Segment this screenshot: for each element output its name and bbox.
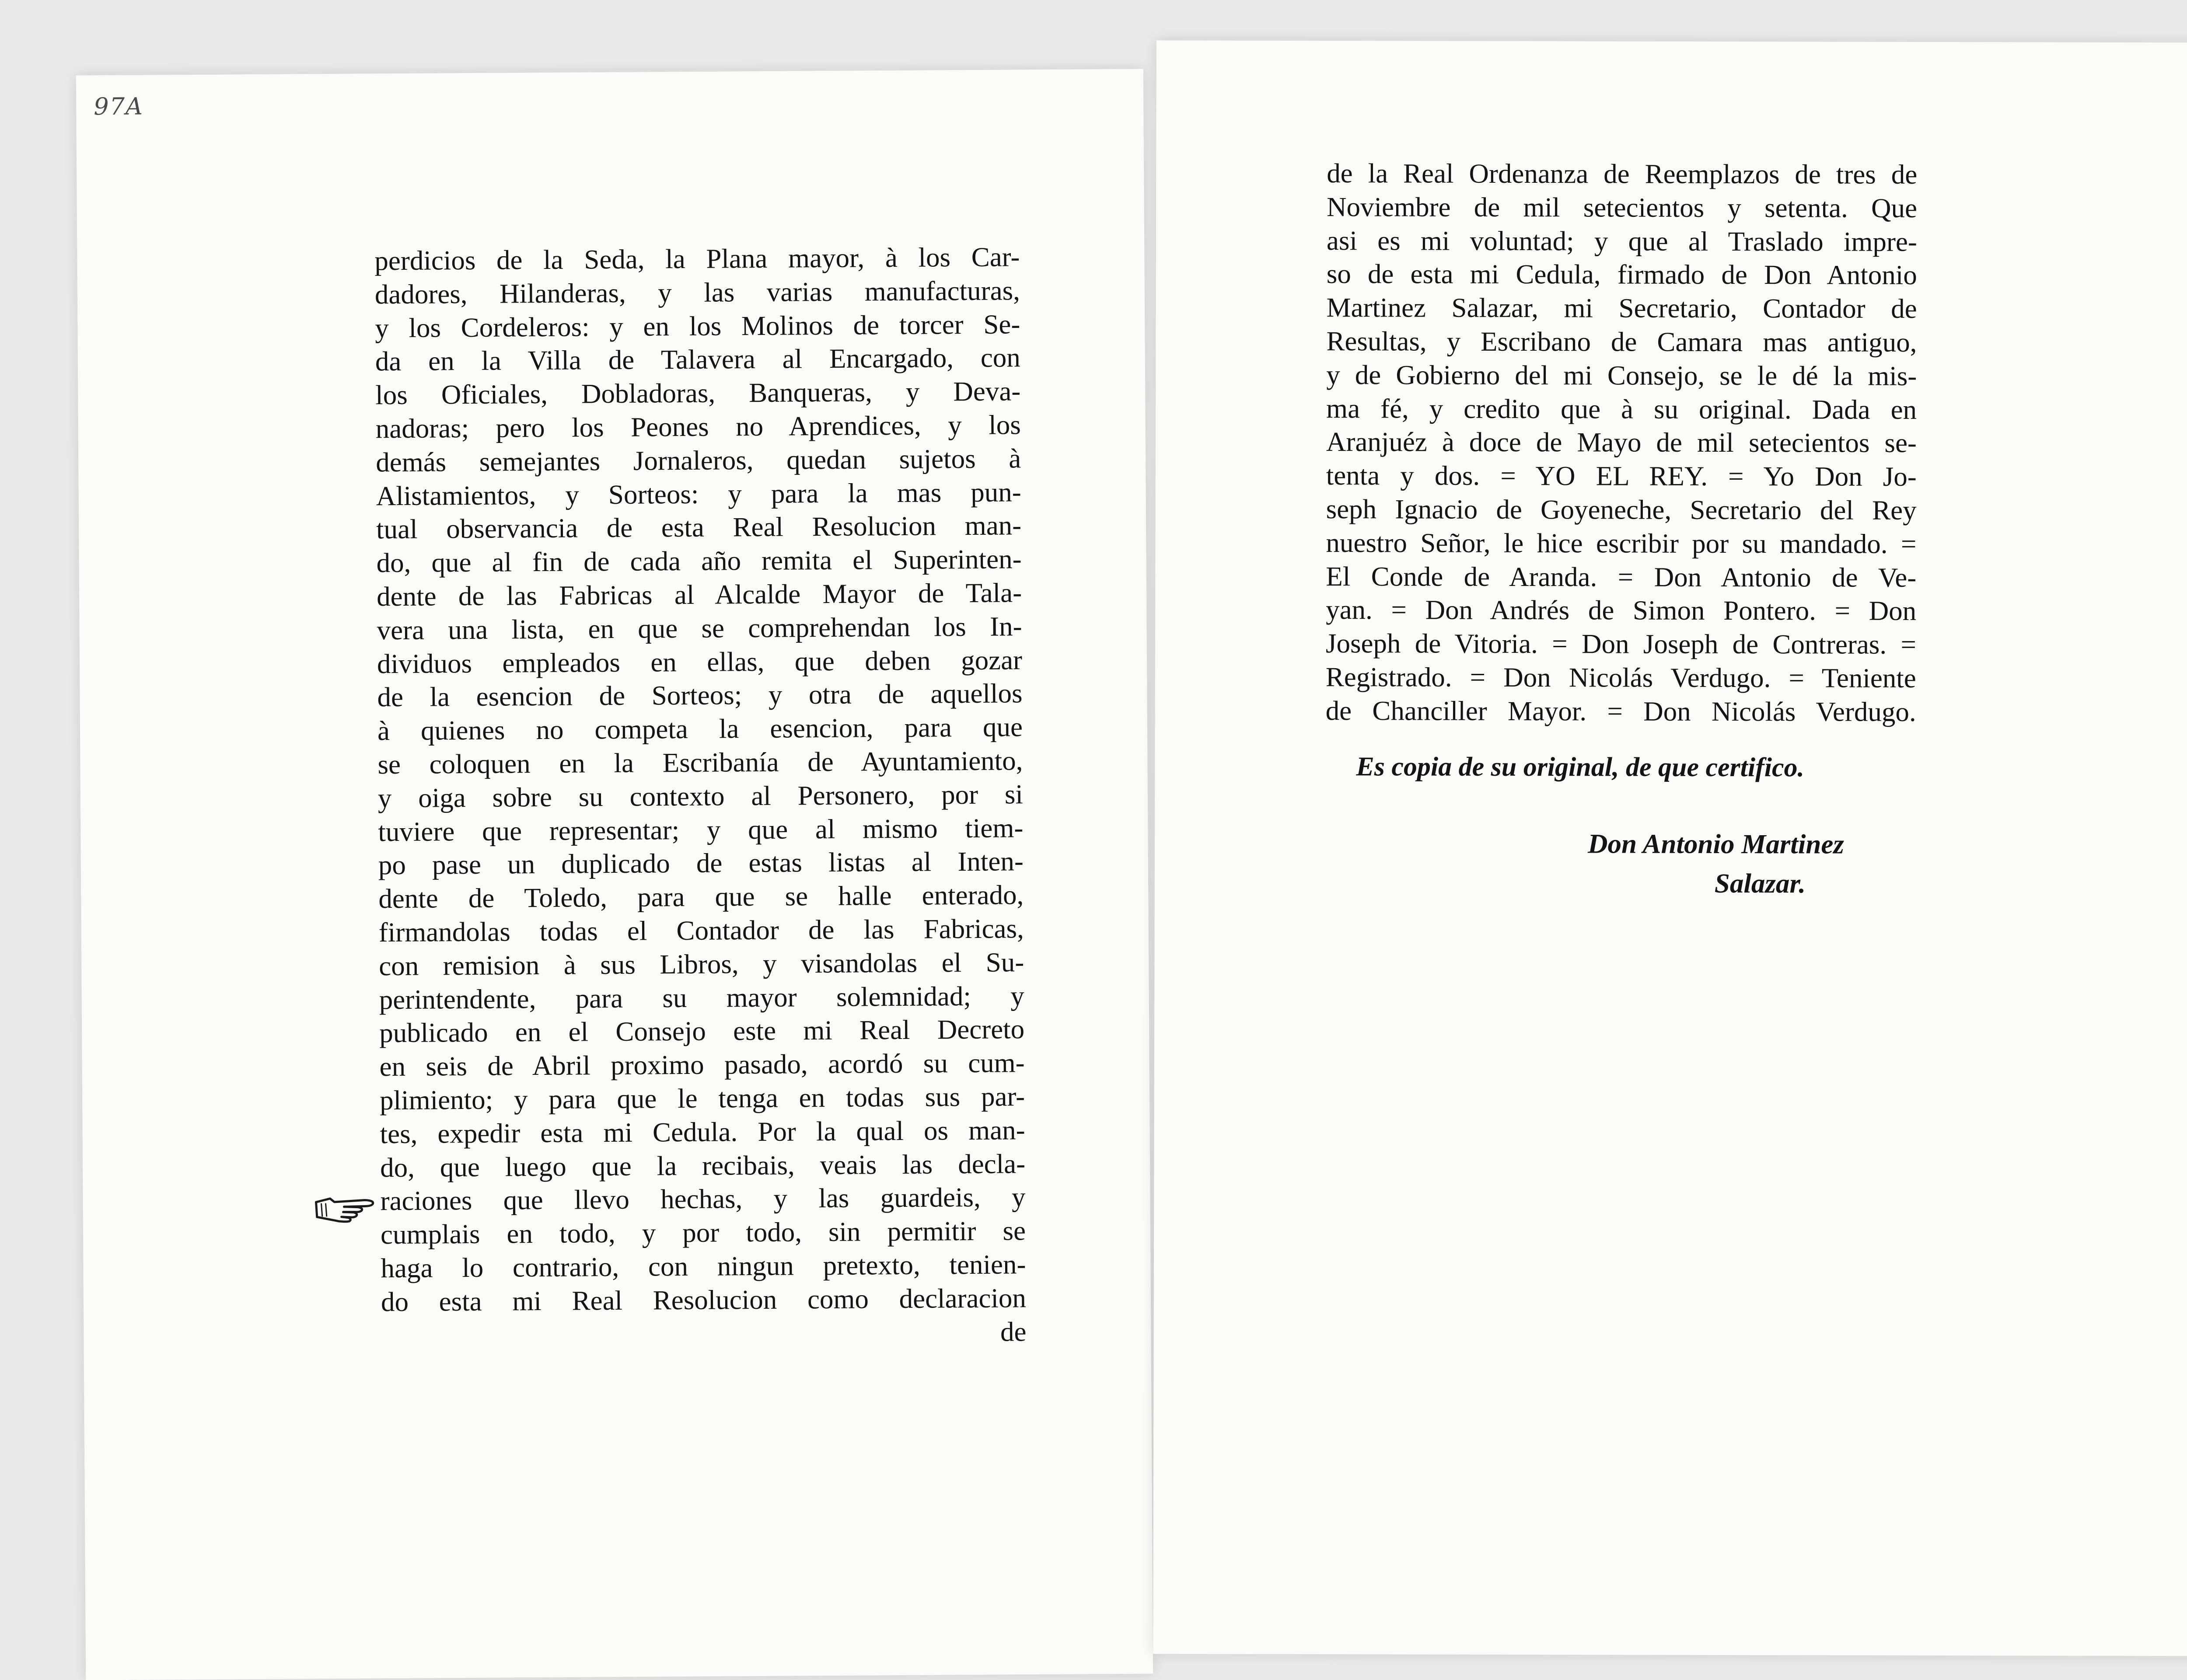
text-line: y de Gobierno del mi Consejo, se le dé la mis-: [1326, 359, 1917, 391]
text-line: dadores, Hilanderas, y las varias manufacturas,: [374, 275, 1020, 310]
left-page: [76, 69, 1153, 1680]
text-line: perdicios de la Seda, la Plana mayor, à los Car-: [374, 241, 1020, 276]
text-line: Noviembre de mil setecientos y setenta. Que: [1326, 191, 1918, 223]
text-line: El Conde de Aranda. = Don Antonio de Ve-: [1326, 561, 1917, 593]
text-line: do, que luego que la recibais, veais las decla-: [380, 1148, 1026, 1183]
text-line: so de esta mi Cedula, firmado de Don Antonio: [1326, 258, 1917, 291]
text-line: dente de las Fabricas al Alcalde Mayor de Tala-: [376, 577, 1022, 612]
text-line: do, que al fin de cada año remita el Superinten-: [376, 544, 1022, 579]
text-line: seph Ignacio de Goyeneche, Secretario del Rey: [1326, 494, 1917, 526]
text-line: po pase un duplicado de estas listas al Inten-: [378, 846, 1024, 881]
text-line: tuviere que representar; y que al mismo tiem-: [378, 812, 1024, 847]
text-line: demás semejantes Jornaleros, quedan sujetos à: [376, 443, 1021, 478]
right-page-body-text: [1326, 157, 1918, 728]
text-line: Martinez Salazar, mi Secretario, Contador de: [1326, 292, 1917, 324]
signature-name: Don Antonio Martinez: [1587, 828, 1844, 860]
text-line: de la esencion de Sorteos; y otra de aquellos: [377, 678, 1023, 713]
text-line: ma fé, y credito que à su original. Dada en: [1326, 393, 1917, 425]
text-line: nuestro Señor, le hice escribir por su mandado. =: [1326, 527, 1917, 559]
text-line: tes, expedir esta mi Cedula. Por la qual os man-: [380, 1114, 1025, 1150]
text-line: tual observancia de esta Real Resolucion man-: [376, 510, 1022, 545]
text-line: y oiga sobre su contexto al Personero, por si: [377, 779, 1024, 814]
text-line: publicado en el Consejo este mi Real Decreto: [379, 1014, 1025, 1049]
text-line: tenta y dos. = YO EL REY. = Yo Don Jo-: [1326, 460, 1917, 492]
text-line: haga lo contrario, con ningun pretexto, tenien-: [381, 1249, 1026, 1284]
text-line: Resultas, y Escribano de Camara mas antiguo,: [1326, 326, 1917, 358]
text-line: yan. = Don Andrés de Simon Pontero. = Don: [1326, 594, 1917, 627]
text-line: asi es mi voluntad; y que al Traslado impre-: [1326, 225, 1917, 257]
text-line: Alistamientos, y Sorteos: y para la mas pun-: [376, 476, 1021, 511]
text-line: à quienes no competa la esencion, para que: [377, 711, 1023, 746]
catchword: de: [1000, 1316, 1027, 1347]
text-line: con remision à sus Libros, y visandolas el Su-: [379, 947, 1024, 982]
left-page-body-text: [374, 240, 1026, 1352]
text-line: raciones que llevo hechas, y las guardeis, y: [380, 1182, 1026, 1216]
text-line: vera una lista, en que se comprehendan los In-: [377, 611, 1022, 646]
text-line: dente de Toledo, para que se halle enterado,: [378, 879, 1024, 914]
signature-surname: Salazar.: [1714, 868, 1806, 899]
text-line: de la Real Ordenanza de Reemplazos de tres de: [1327, 158, 1918, 190]
text-line: de Chanciller Mayor. = Don Nicolás Verdugo.: [1325, 695, 1916, 727]
text-line: Joseph de Vitoria. = Don Joseph de Contreras. =: [1325, 628, 1917, 660]
text-line: perintendente, para su mayor solemnidad; y: [379, 980, 1024, 1015]
certification-line: Es copia de su original, de que certifico.: [1356, 752, 1805, 783]
right-page: [1153, 40, 2187, 1656]
text-line: plimiento; y para que le tenga en todas sus par-: [379, 1081, 1025, 1116]
text-line: los Oficiales, Dobladoras, Banqueras, y Deva-: [375, 376, 1021, 411]
text-line: y los Cordeleros: y en los Molinos de torcer Se-: [375, 308, 1020, 343]
text-line: en seis de Abril proximo pasado, acordó su cum-: [379, 1047, 1025, 1082]
folio-number-left: 97A: [94, 92, 144, 121]
manicule-pointing-hand-icon: [312, 1189, 378, 1224]
text-line: da en la Villa de Talavera al Encargado, con: [375, 342, 1021, 377]
text-line: dividuos empleados en ellas, que deben gozar: [377, 644, 1023, 679]
text-line: cumplais en todo, y por todo, sin permitir se: [380, 1215, 1026, 1250]
text-line: nadoras; pero los Peones no Aprendices, y los: [375, 409, 1021, 444]
text-line: Aranjuéz à doce de Mayo de mil setecientos se-: [1326, 426, 1917, 459]
text-line: do esta mi Real Resolucion como declaracion: [381, 1282, 1027, 1317]
text-line: se coloquen en la Escribanía de Ayuntamiento,: [377, 745, 1023, 780]
text-line: Registrado. = Don Nicolás Verdugo. = Teniente: [1325, 662, 1916, 694]
text-line: firmandolas todas el Contador de las Fabricas,: [378, 913, 1024, 948]
